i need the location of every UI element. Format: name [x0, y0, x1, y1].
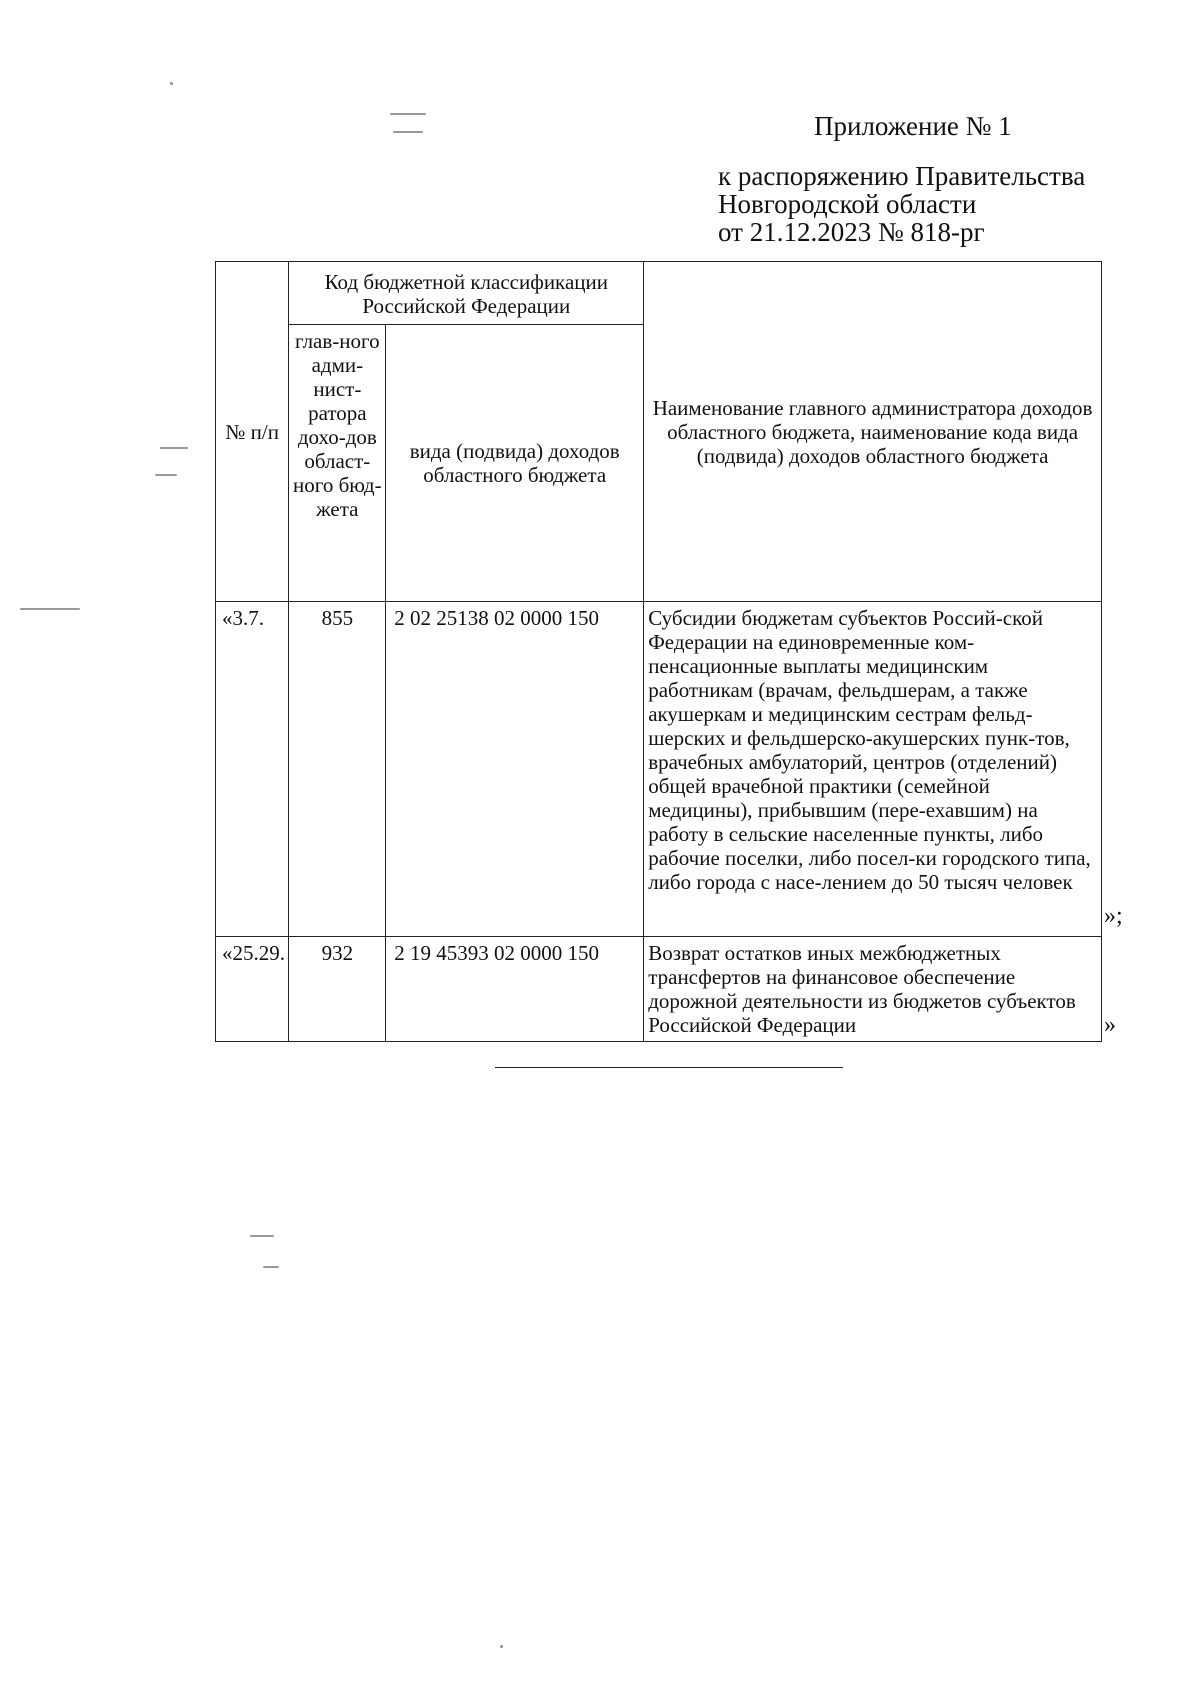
scan-artifact	[170, 82, 173, 85]
row-kind-code: 2 19 45393 02 0000 150	[386, 937, 644, 1042]
appendix-line-3: от 21.12.2023 № 818-рг	[718, 217, 985, 247]
scan-artifact	[160, 447, 188, 449]
table-row	[216, 602, 1102, 937]
appendix-line-2: Новгородской области	[718, 189, 977, 219]
header-no: № п/п	[216, 262, 289, 602]
scan-artifact	[263, 1266, 279, 1268]
scan-artifact	[393, 131, 423, 133]
scan-artifact	[250, 1235, 274, 1237]
header-kind: вида (подвида) доходов областного бюджета	[386, 325, 644, 602]
row-admin-code: 855	[289, 602, 386, 937]
appendix-line-1: к распоряжению Правительства	[718, 161, 1086, 191]
row-name: Субсидии бюджетам субъектов Россий-ской Федерации на единовременные ком-пенсационные выплаты медицинским работникам (врачам, фельдшерам, а также акушеркам и медицинским сестрам фельд-шерских и фельдшерско-акушерских пунк-тов, врачебных амбулаторий, центров (отделений) общей врачебной практики (семейной медицины), прибывшим (пере-ехавшим) на работу в сельские населенные пункты, либо рабочие поселки, либо посел-ки городского типа, либо города с насе-лением до 50 тысяч человек	[644, 602, 1102, 937]
row-no: «25.29.	[216, 937, 289, 1042]
row-no: «3.7.	[216, 602, 289, 937]
scan-artifact	[390, 113, 426, 115]
appendix-number: Приложение № 1	[814, 111, 1012, 141]
table-header-row	[216, 262, 1102, 325]
scan-artifact	[20, 608, 80, 610]
row-admin-code: 932	[289, 937, 386, 1042]
header-admin: глав-ного адми-нист-ратора дохо-дов област-ного бюд-жета	[289, 325, 386, 602]
row-name: Возврат остатков иных межбюджетных трансфертов на финансовое обеспечение дорожной деятельности из бюджетов субъектов Российской Федерации	[644, 937, 1102, 1042]
header-code-group: Код бюджетной классификации Российской Федерации	[289, 262, 644, 325]
end-divider	[495, 1067, 843, 1068]
scan-artifact	[500, 1645, 503, 1648]
scan-artifact	[155, 474, 177, 476]
header-name: Наименование главного администратора доходов областного бюджета, наименование кода вида (подвида) доходов областного бюджета	[644, 262, 1102, 602]
appendix-header	[718, 112, 1138, 246]
table-row	[216, 937, 1102, 1042]
row-closing-quote: »;	[1104, 903, 1123, 929]
budget-classification-table	[215, 261, 1102, 1042]
row-closing-quote: »	[1104, 1012, 1116, 1038]
row-kind-code: 2 02 25138 02 0000 150	[386, 602, 644, 937]
